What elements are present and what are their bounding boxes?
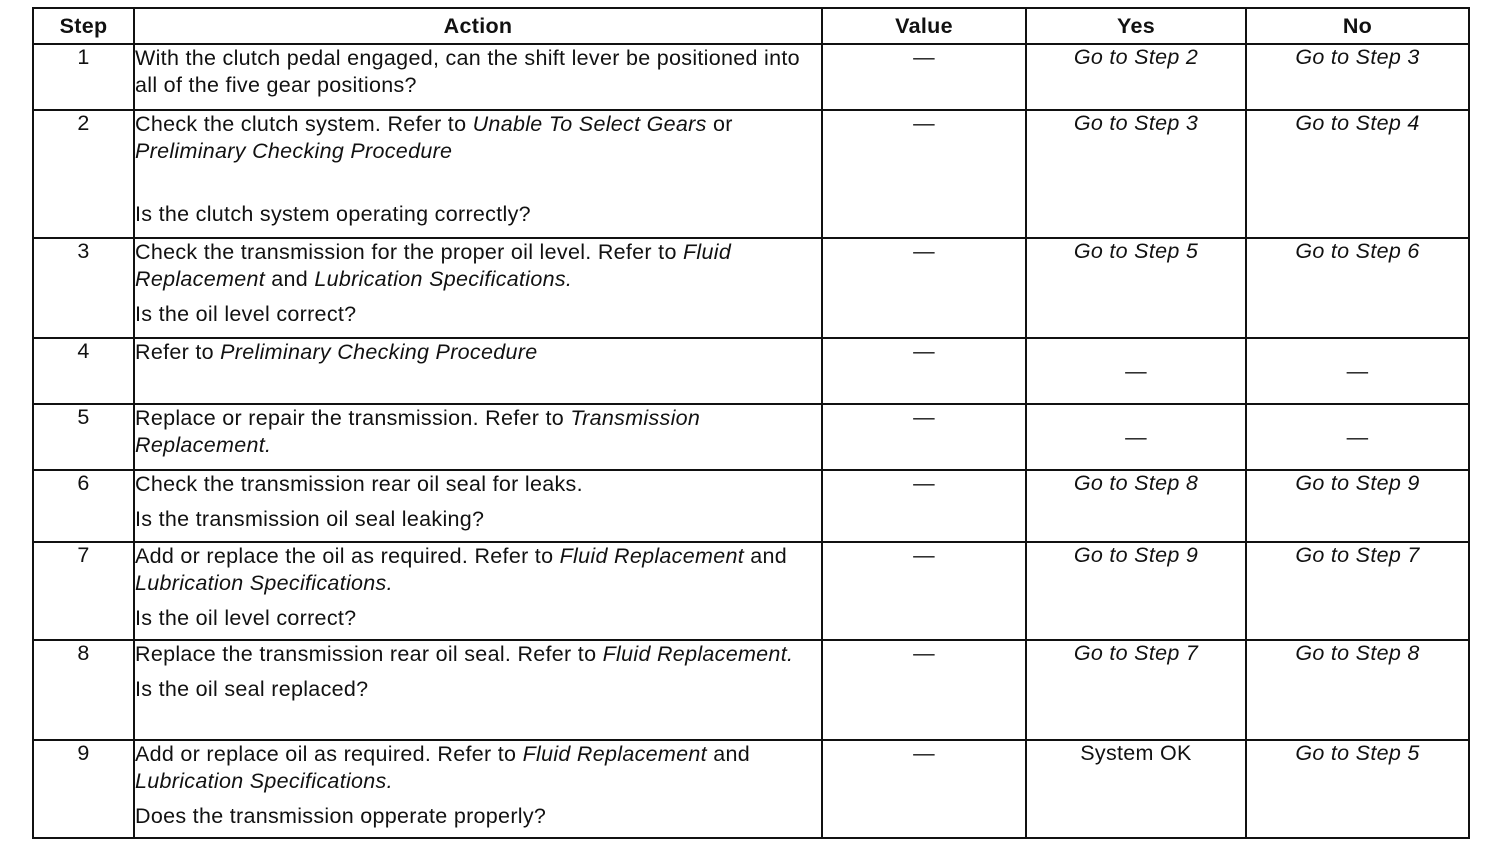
action-text xyxy=(134,740,822,838)
reference-text: Fluid Replacement xyxy=(135,240,732,291)
yes-result xyxy=(1026,238,1246,338)
yes-result xyxy=(1026,470,1246,542)
header-row xyxy=(33,8,1469,44)
step-number: 1 xyxy=(33,44,134,110)
no-result xyxy=(1246,470,1469,542)
table-row xyxy=(33,110,1469,238)
action-question: Is the clutch system operating correctly? xyxy=(135,202,531,226)
no-result xyxy=(1246,338,1469,404)
value-cell: — xyxy=(822,44,1026,110)
instruction-text: and xyxy=(743,544,788,568)
table-row xyxy=(33,238,1469,338)
table-row xyxy=(33,740,1469,838)
no-result xyxy=(1246,740,1469,838)
no-goto-text: Go to Step 9 xyxy=(1295,471,1420,495)
dash-mark: — xyxy=(1346,358,1369,383)
no-result xyxy=(1246,110,1469,238)
action-text xyxy=(134,640,822,740)
yes-result xyxy=(1026,640,1246,740)
reference-text: Fluid Replacement xyxy=(559,544,744,568)
instruction-text: Replace or repair the transmission. Refer to xyxy=(135,406,571,430)
action-paragraph xyxy=(135,339,821,366)
reference-text: Transmission Replacement. xyxy=(135,406,701,457)
yes-result xyxy=(1026,44,1246,110)
instruction-text: or xyxy=(706,112,733,136)
yes-goto-text: Go to Step 5 xyxy=(1073,239,1199,263)
reference-text: Lubrication Specifications. xyxy=(135,571,393,595)
table-row xyxy=(33,404,1469,470)
action-paragraph xyxy=(135,641,821,668)
header-value: Value xyxy=(822,8,1026,44)
table-row xyxy=(33,338,1469,404)
value-cell: — xyxy=(822,404,1026,470)
dash-mark: — xyxy=(1125,424,1147,449)
step-number: 6 xyxy=(33,470,134,542)
no-goto-text: Go to Step 3 xyxy=(1295,45,1420,69)
step-number: 9 xyxy=(33,740,134,838)
action-paragraph xyxy=(135,543,821,597)
reference-text: Lubrication Specifications. xyxy=(314,267,573,291)
value-cell: — xyxy=(822,110,1026,238)
yes-goto-text: Go to Step 9 xyxy=(1073,543,1199,567)
instruction-text: Add or replace the oil as required. Refer to xyxy=(135,544,560,568)
no-result xyxy=(1246,238,1469,338)
reference-text: Preliminary Checking Procedure xyxy=(135,139,453,163)
yes-result xyxy=(1026,740,1246,838)
reference-text: Unable To Select Gears xyxy=(472,112,707,136)
no-goto-text: Go to Step 5 xyxy=(1295,741,1420,765)
value-cell: — xyxy=(822,470,1026,542)
spacer xyxy=(135,165,821,201)
action-question: Is the oil level correct? xyxy=(135,606,357,630)
instruction-text: Add or replace oil as required. Refer to xyxy=(135,742,523,766)
step-number: 8 xyxy=(33,640,134,740)
reference-text: Lubrication Specifications. xyxy=(135,769,393,793)
no-result xyxy=(1246,44,1469,110)
no-goto-text: Go to Step 4 xyxy=(1295,111,1420,135)
yes-goto-text: System OK xyxy=(1080,741,1192,765)
diagnostic-table xyxy=(32,7,1470,839)
yes-result xyxy=(1026,404,1246,470)
yes-result xyxy=(1026,338,1246,404)
action-text xyxy=(134,470,822,542)
yes-goto-text: Go to Step 7 xyxy=(1073,641,1199,665)
action-paragraph xyxy=(135,741,821,795)
table-row xyxy=(33,470,1469,542)
action-text xyxy=(134,404,822,470)
dash-mark: — xyxy=(1125,358,1147,383)
table-row xyxy=(33,44,1469,110)
instruction-text: With the clutch pedal engaged, can the shift lever be positioned into all of the five gear positions? xyxy=(135,46,800,97)
table-header xyxy=(33,8,1469,44)
instruction-text: Replace the transmission rear oil seal. Refer to xyxy=(135,642,603,666)
action-paragraph xyxy=(135,405,821,459)
action-text xyxy=(134,542,822,640)
action-paragraph xyxy=(135,111,821,165)
reference-text: Fluid Replacement xyxy=(522,742,707,766)
yes-goto-text: Go to Step 3 xyxy=(1073,111,1199,135)
step-number: 7 xyxy=(33,542,134,640)
value-cell: — xyxy=(822,238,1026,338)
action-question: Is the oil seal replaced? xyxy=(135,677,369,701)
instruction-text: Check the clutch system. Refer to xyxy=(135,112,473,136)
instruction-text: Check the transmission for the proper oil level. Refer to xyxy=(135,240,683,264)
table-body xyxy=(33,44,1469,838)
action-question: Is the oil level correct? xyxy=(135,302,357,326)
value-cell: — xyxy=(822,542,1026,640)
action-text xyxy=(134,238,822,338)
step-number: 4 xyxy=(33,338,134,404)
instruction-text: Refer to xyxy=(135,340,221,364)
yes-goto-text: Go to Step 8 xyxy=(1073,471,1199,495)
no-result xyxy=(1246,640,1469,740)
action-question: Does the transmission opperate properly? xyxy=(135,804,547,828)
header-step: Step xyxy=(33,8,134,44)
action-text xyxy=(134,338,822,404)
no-goto-text: Go to Step 7 xyxy=(1295,543,1420,567)
step-number: 2 xyxy=(33,110,134,238)
action-paragraph xyxy=(135,471,821,498)
no-goto-text: Go to Step 6 xyxy=(1295,239,1420,263)
yes-result xyxy=(1026,542,1246,640)
value-cell: — xyxy=(822,338,1026,404)
no-result xyxy=(1246,404,1469,470)
table-row xyxy=(33,542,1469,640)
action-question: Is the transmission oil seal leaking? xyxy=(135,507,485,531)
dash-mark: — xyxy=(1346,424,1369,449)
reference-text: Preliminary Checking Procedure xyxy=(220,340,538,364)
reference-text: Fluid Replacement. xyxy=(602,642,794,666)
no-result xyxy=(1246,542,1469,640)
step-number: 5 xyxy=(33,404,134,470)
instruction-text: Check the transmission rear oil seal for leaks. xyxy=(135,472,583,496)
yes-goto-text: Go to Step 2 xyxy=(1073,45,1199,69)
table-row xyxy=(33,640,1469,740)
action-paragraph xyxy=(135,45,821,99)
header-action: Action xyxy=(134,8,822,44)
instruction-text: and xyxy=(264,267,315,291)
yes-result xyxy=(1026,110,1246,238)
header-no: No xyxy=(1246,8,1469,44)
action-text xyxy=(134,110,822,238)
action-paragraph xyxy=(135,239,821,293)
no-goto-text: Go to Step 8 xyxy=(1295,641,1420,665)
instruction-text: and xyxy=(706,742,750,766)
value-cell: — xyxy=(822,640,1026,740)
action-text xyxy=(134,44,822,110)
step-number: 3 xyxy=(33,238,134,338)
value-cell: — xyxy=(822,740,1026,838)
header-yes: Yes xyxy=(1026,8,1246,44)
